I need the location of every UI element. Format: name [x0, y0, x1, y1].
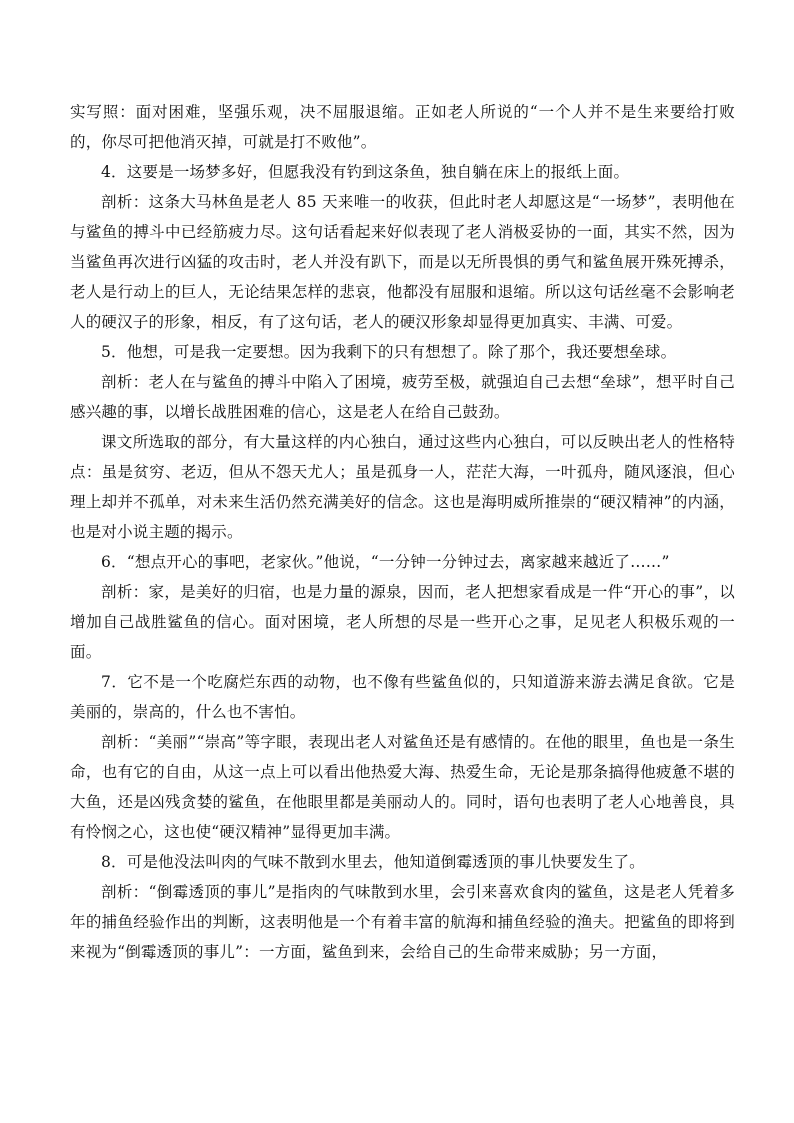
document-page — [70, 97, 735, 967]
analysis-paragraph-5: 剖析：老人在与鲨鱼的搏斗中陷入了困境，疲劳至极，就强迫自己去想“垒球”，想平时自己感兴趣的事，以增长战胜困难的信心，这是老人在给自己鼓劲。 — [70, 373, 735, 421]
quoted-sentence-6: 6．“想点开心的事吧，老家伙。”他说，“一分钟一分钟过去，离家越来越近了……” — [101, 553, 670, 571]
quoted-sentence-4: 4．这要是一场梦多好，但愿我没有钓到这条鱼，独自躺在床上的报纸上面。 — [101, 163, 630, 181]
analysis-paragraph-7: 剖析：“美丽”“崇高”等字眼，表现出老人对鲨鱼还是有感情的。在他的眼里，鱼也是一条生命，也有它的自由，从这一点上可以看出他热爱大海、热爱生命，无论是那条搞得他疲惫不堪的大鱼，还是凶残贪婪的鲨鱼，在他眼里都是美丽动人的。同时，语句也表明了老人心地善良，具有怜悯之心，这也使“硬汉精神”显得更加丰满。 — [70, 733, 735, 841]
quoted-sentence-8: 8．可是他没法叫肉的气味不散到水里去，他知道倒霉透顶的事儿快要发生了。 — [101, 853, 645, 871]
quoted-sentence-5: 5．他想，可是我一定要想。因为我剩下的只有想想了。除了那个，我还要想垒球。 — [101, 343, 677, 361]
commentary-paragraph: 课文所选取的部分，有大量这样的内心独白，通过这些内心独白，可以反映出老人的性格特点：虽是贫穷、老迈，但从不怨天尤人；虽是孤身一人，茫茫大海，一叶孤舟，随风逐浪，但心理上却并不孤单，对未来生活仍然充满美好的信念。这也是海明威所推崇的“硬汉精神”的内涵，也是对小说主题的揭示。 — [70, 433, 735, 541]
paragraph-continuation: 实写照：面对困难，坚强乐观，决不屈服退缩。正如老人所说的“一个人并不是生来要给打败的，你尽可把他消灭掉，可就是打不败他”。 — [70, 103, 735, 151]
analysis-paragraph-8: 剖析：“倒霉透顶的事儿”是指肉的气味散到水里，会引来喜欢食肉的鲨鱼，这是老人凭着多年的捕鱼经验作出的判断，这表明他是一个有着丰富的航海和捕鱼经验的渔夫。把鲨鱼的即将到来视为“倒霉透顶的事儿”：一方面，鲨鱼到来，会给自己的生命带来威胁；另一方面， — [70, 883, 735, 961]
quoted-sentence-7: 7．它不是一个吃腐烂东西的动物，也不像有些鲨鱼似的，只知道游来游去满足食欲。它是美丽的，崇高的，什么也不害怕。 — [70, 673, 735, 721]
analysis-paragraph-4: 剖析：这条大马林鱼是老人 85 天来唯一的收获，但此时老人却愿这是“一场梦”，表明他在与鲨鱼的搏斗中已经筋疲力尽。这句话看起来好似表现了老人消极妥协的一面，其实不然，因为当鲨鱼再次进行凶猛的攻击时，老人并没有趴下，而是以无所畏惧的勇气和鲨鱼展开殊死搏杀，老人是行动上的巨人，无论结果怎样的悲哀，他都没有屈服和退缩。所以这句话丝毫不会影响老人的硬汉子的形象，相反，有了这句话，老人的硬汉形象却显得更加真实、丰满、可爱。 — [70, 193, 735, 331]
analysis-paragraph-6: 剖析：家，是美好的归宿，也是力量的源泉，因而，老人把想家看成是一件“开心的事”，以增加自己战胜鲨鱼的信心。面对困境，老人所想的尽是一些开心之事，足见老人积极乐观的一面。 — [70, 583, 735, 661]
